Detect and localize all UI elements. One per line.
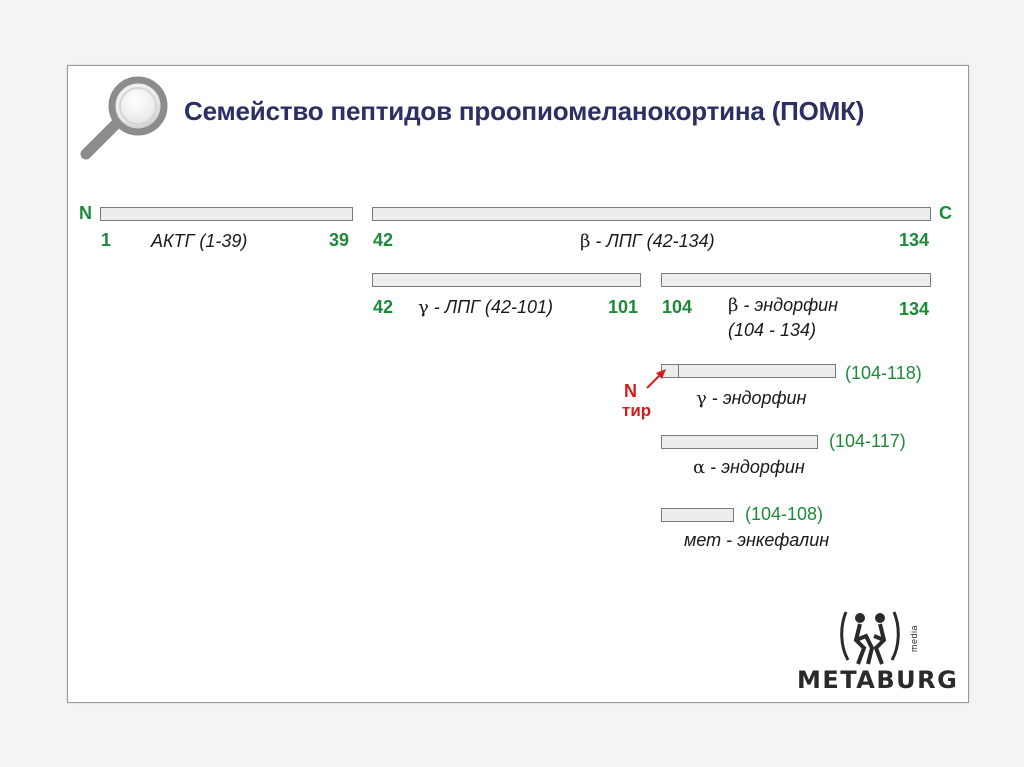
beta-lph-start: 42 bbox=[373, 230, 394, 250]
beta-lph-label-text: - ЛПГ (42-134) bbox=[590, 231, 715, 251]
beta-symbol: β bbox=[728, 295, 739, 316]
slide-frame bbox=[67, 65, 969, 703]
alpha-endorphin-range: (104-117) bbox=[829, 431, 906, 451]
gamma-symbol: γ bbox=[696, 388, 707, 409]
alpha-endorphin-label bbox=[693, 457, 805, 478]
gamma-endorphin-bar bbox=[661, 364, 836, 378]
c-terminal-label: C bbox=[939, 203, 952, 223]
arrow-icon bbox=[644, 365, 670, 391]
logo-wordmark: METABURG bbox=[797, 666, 959, 694]
met-enkephalin-bar bbox=[661, 508, 734, 522]
alpha-endorphin-label-text: - эндорфин bbox=[705, 457, 805, 477]
n-terminal-label: N bbox=[79, 203, 92, 223]
met-enkephalin-range: (104-108) bbox=[745, 504, 824, 524]
magnifier-icon bbox=[76, 76, 176, 162]
gamma-endorphin-range: (104-118) bbox=[845, 363, 922, 383]
beta-symbol: β bbox=[580, 231, 591, 252]
gamma-lph-label bbox=[418, 297, 553, 318]
gamma-endorphin-label bbox=[696, 388, 806, 409]
acth-start: 1 bbox=[101, 230, 112, 250]
tyr-label: тир bbox=[622, 401, 652, 420]
acth-label: АКТГ (1-39) bbox=[151, 231, 248, 251]
gamma-lph-end: 101 bbox=[608, 297, 639, 317]
beta-endorphin-label bbox=[728, 295, 838, 316]
beta-endorphin-start: 104 bbox=[662, 297, 693, 317]
alpha-endorphin-bar bbox=[661, 435, 818, 449]
beta-endorphin-bar bbox=[661, 273, 931, 287]
logo-sub: media bbox=[909, 624, 919, 652]
met-enkephalin-label: мет - энкефалин bbox=[684, 530, 830, 550]
beta-endorphin-range: (104 - 134) bbox=[728, 320, 817, 340]
gamma-symbol: γ bbox=[418, 297, 429, 318]
acth-bar bbox=[100, 207, 353, 221]
beta-lph-bar bbox=[372, 207, 931, 221]
acth-end: 39 bbox=[329, 230, 350, 250]
beta-endorphin-end: 134 bbox=[899, 299, 930, 319]
page-title: Семейство пептидов проопиомеланокортина (ПОМК) bbox=[184, 96, 865, 126]
logo-figure-icon bbox=[836, 608, 904, 666]
beta-lph-label bbox=[580, 231, 715, 252]
gamma-endorphin-label-text: - эндорфин bbox=[706, 388, 807, 408]
tyr-n-label: N bbox=[624, 381, 637, 401]
alpha-symbol: α bbox=[693, 457, 706, 478]
beta-endorphin-label-text: - эндорфин bbox=[738, 295, 839, 315]
gamma-lph-bar bbox=[372, 273, 641, 287]
gamma-lph-label-text: - ЛПГ (42-101) bbox=[428, 297, 553, 317]
gamma-lph-start: 42 bbox=[373, 297, 394, 317]
beta-lph-end: 134 bbox=[899, 230, 930, 250]
